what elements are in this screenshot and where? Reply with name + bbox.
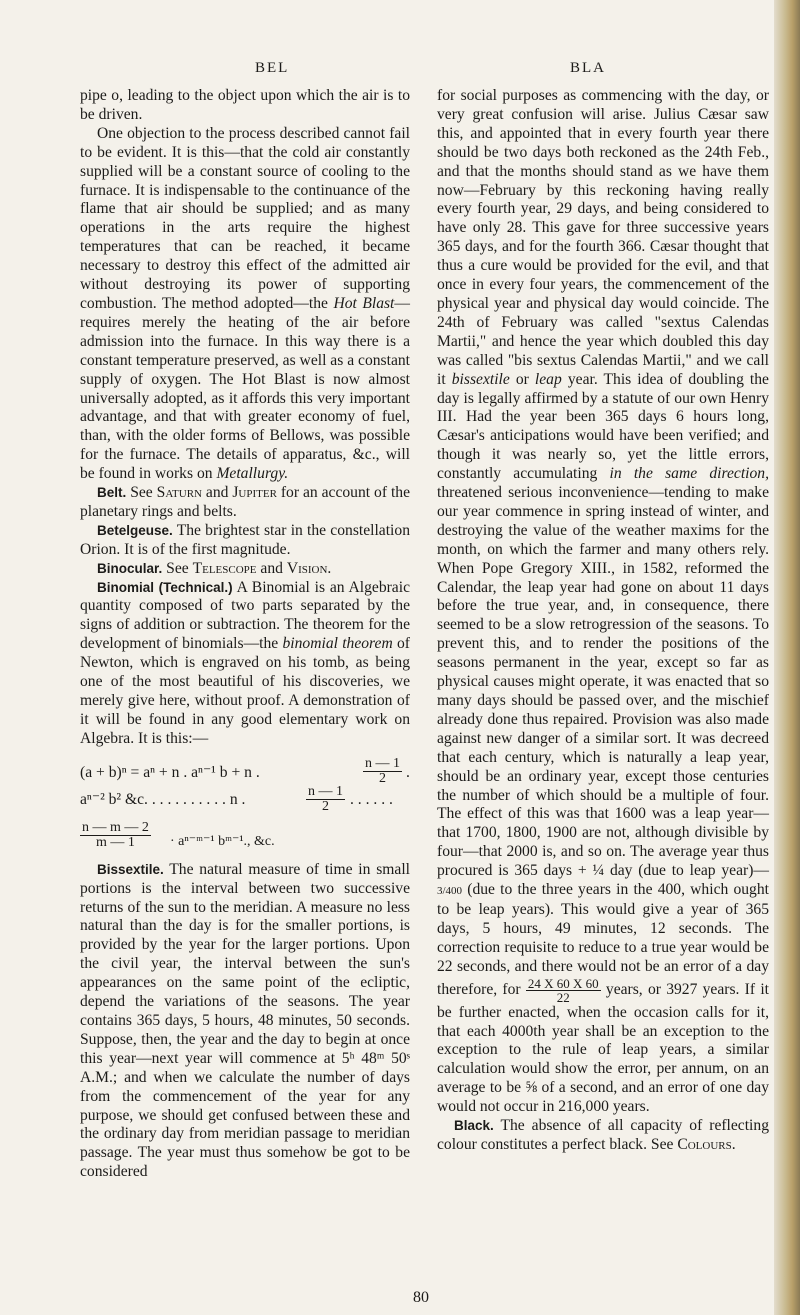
entry-term: Betelgeuse. xyxy=(97,522,173,538)
entry-belt: Belt. See Saturn and Jupiter for an account of the planetary rings and belts. xyxy=(80,484,411,520)
entry-term: Binomial (Technical.) xyxy=(97,579,233,595)
entry-binomial: Binomial (Technical.) A Binomial is an Algebraic quantity composed of two parts separated by the signs of addition or subtraction. The theorem for the development of binomials—the binomial theorem of Newton, which is engraved on his tomb, as being one of the most beautiful of his discoveries, we merely give here, without proof. A demonstration of it will be found in any good elementary work on Algebra. It is this:— xyxy=(80,578,410,747)
left-column xyxy=(80,87,410,1182)
right-column xyxy=(437,87,769,1155)
running-head-right: BLA xyxy=(570,60,606,76)
fraction: $\frac{24 X 60 X 60}{22}$ xyxy=(527,975,599,1005)
entry-term: Black. xyxy=(454,1118,494,1134)
entry-binocular: Binocular. See Telescope and Vision. xyxy=(97,559,332,577)
equation-line-2: aⁿ⁻² b² &c. . . . . . . . . . . n . $\frac{n — 1}{2}$ . . . . . . xyxy=(80,783,393,814)
page-edge xyxy=(774,0,800,1315)
entry-bissextile: Bissextile. The natural measure of time in small portions is the interval between two successive returns of the sun to the meridian. A measure no less natural than the day is for the smaller portions, is provided by the year for the larger portions. Upon the civil year, the interval between the sun's appearances on the same point of the ecliptic, depend the variations of the seasons. The year contains 365 days, 5 hours, 48 minutes, 50 seconds. Suppose, then, the year and the day to begin at once this year—next year will commence at 5ʰ 48ᵐ 50ˢ A.M.; and when we calculate the number of days from the commencement of the year for any purpose, we should get confused between these and the ordinary day from meridian passage to meridian passage. The year must thus somehow be got to be considered xyxy=(80,860,410,1181)
entry-betelgeuse: Betelgeuse. The brightest star in the constellation Orion. It is of the first magnitude. xyxy=(80,521,410,558)
fraction: $\frac{n — 1}{2}$ xyxy=(365,755,400,786)
fraction: $\frac{n — 1}{2}$ xyxy=(308,783,343,814)
entry-black: Black. The absence of all capacity of reflecting colour constitutes a perfect black. See Colours. xyxy=(437,1117,769,1153)
paragraph-pipe: pipe o, leading to the object upon which the air is to be driven. xyxy=(80,87,410,123)
paragraph-hot-blast: One objection to the process described cannot fail to be evident. It is this—that the cold air constantly supplied will be a constant source of cooling to the furnace. It is indispensable to the continuance of the flame that air should be supplied; and as many operations in the arts require the highest temperatures that can be reached, it became necessary to destroy this effect of the admitted air without destroying its power of supporting combustion. The method adopted—the Hot Blast—requires merely the heating of the air before admission into the furnace. In this way there is a constant temperature preserved, as well as a constant supply of oxygen. The Hot Blast is now almost universally adopted, as it affords this very important advantage, and that with greater economy of fuel, than, with the older forms of Bellows, was possible for the furnace. The details of apparatus, &c., will be found in works on Metallurgy. xyxy=(80,124,410,483)
running-head-left: BEL xyxy=(255,60,290,76)
entry-term: Belt. xyxy=(97,485,127,501)
paragraph-bissextile-cont: for social purposes as commencing with the day, or very great confusion will arise. Julius Cæsar saw this, and appointed that in every fourth year there should be two days both reckoned as the 24th Feb., and that the months should stand as we have them now—February by this reckoning having really every fourth year, 29 days, and being considered to have only 28. This gave for three successive years 365 days, and for the fourth 366. Cæsar thought that thus a cure would be provided for the evil, and that once in every four years, the commencement of the physical year and physical day would coincide. The 24th of February was called "sextus Calendas Martii," and hence the year which doubled this day was called "bis sextus Calendas Martii," and we call it bissextile or leap year. This idea of doubling the day is legally affirmed by a statute of our own Henry III. Had the year been 365 days 6 hours long, Cæsar's anticipations would have been verified; and though it was nearly so, yet the little errors, constantly accumulating in the same direction, threatened serious inconvenience—tending to make our year commence in spring instead of winter, and destroying the value of the weather maxims for the month, on which the farmer and many others rely. When Pope Gregory XIII., in 1582, reformed the Calendar, the leap year had gone on about 11 days before the true year, and, in consequence, there seemed to be a slow retrogression of the seasons. To prevent this, and to render the positions of the seasons permanent in the year, except so far as physical causes might operate, it was enacted that so many days should be passed over, and the mischief already done thus repaired. Provision was also made against new danger of a similar sort. It was decreed that each century, which is naturally a leap year, should be an ordinary year, except those centuries the number of which should be a multiple of four. The effect of this was that 1600 was a leap year—that 1700, 1800, 1900 are not, although divisible by four—that 2000 is, and so on. The average year thus procured is 365 days + ¼ day (due to leap year)—3/400 (due to the three years in the 400, which ought to be leap years). This would give a year of 365 days, 5 hours, 49 minutes, 12 seconds. The correction requisite to reduce to a true year would be 22 seconds, and there would not be an error of a day therefore, for $\frac{24 X 60 X 60}{22}$ years, or 3927 years. If it be further enacted, when the occasion calls for it, that each 4000th year shall be an exception to the exception to the rule of leap years, a similar calculation would show the error, per annum, on an average to be ⅝ of a second, and an error of one day would not occur in 216,000 years. xyxy=(437,87,769,1116)
entry-term: Bissextile. xyxy=(97,861,164,877)
entry-term: Binocular. xyxy=(97,560,163,576)
page-number: 80 xyxy=(413,1289,429,1306)
fraction: $\frac{n — m — 2}{m — 1}$ xyxy=(82,819,149,850)
equation-line-1: (a + b)ⁿ = aⁿ + n . aⁿ⁻¹ b + n . $\frac{n — 1}{2}$ . xyxy=(80,755,410,786)
equation-line-3: $\frac{n — m — 2}{m — 1}$ · aⁿ⁻ᵐ⁻¹ bᵐ⁻¹., &c. xyxy=(82,819,275,850)
